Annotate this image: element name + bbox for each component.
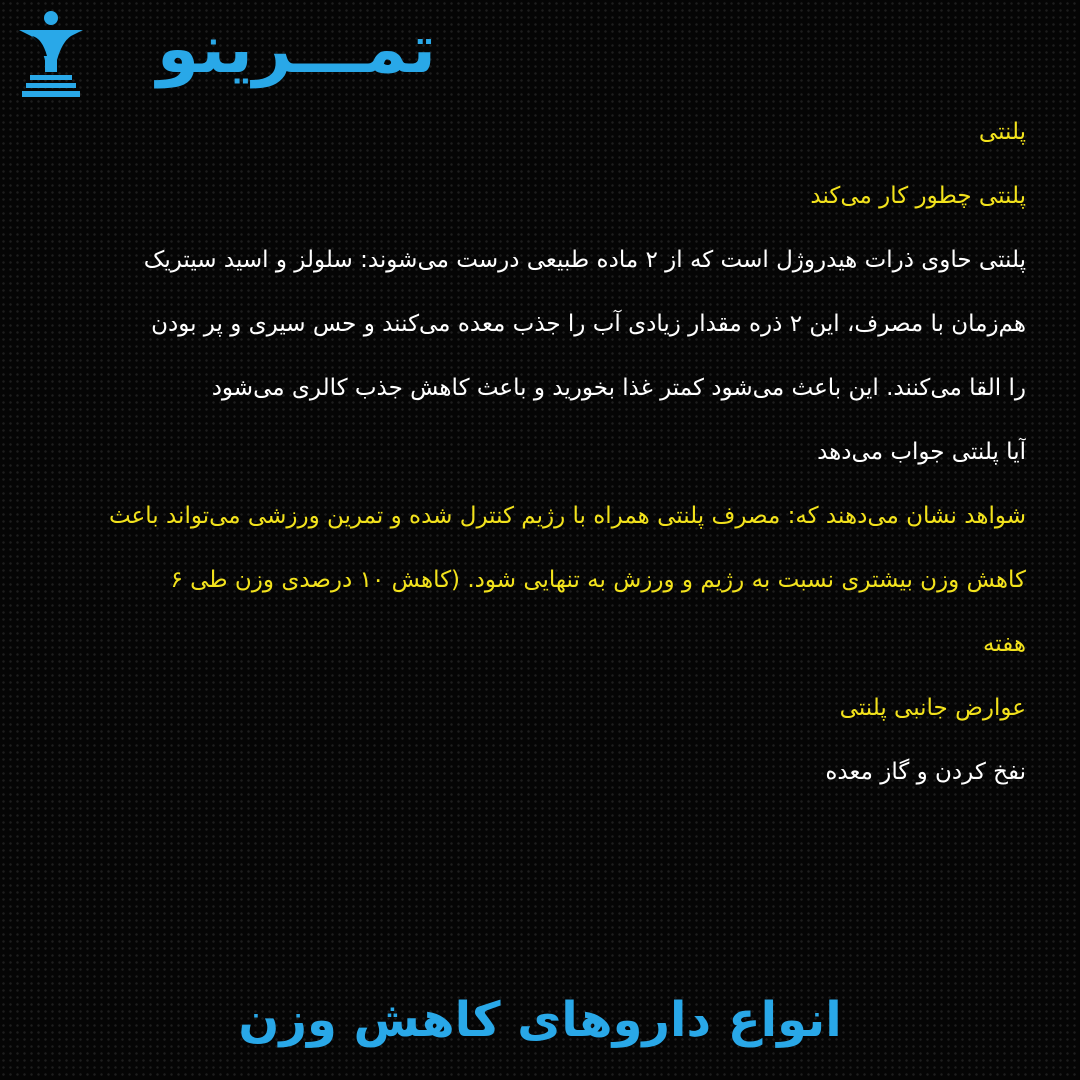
- article-line: پلنتی حاوی ذرات هیدروژل است که از ۲ ماده طبیعی درست می‌شوند: سلولز و اسید سیتریک: [143, 247, 1026, 273]
- article-line: آیا پلنتی جواب می‌دهد: [817, 439, 1026, 465]
- article-line: هم‌زمان با مصرف، این ۲ ذره مقدار زیادی آب را جذب معده می‌کنند و حس سیری و پر بودن: [151, 311, 1026, 337]
- article-line: نفخ کردن و گاز معده: [825, 759, 1026, 785]
- article-line: پلنتی: [978, 119, 1026, 145]
- article-line: را القا می‌کنند. این باعث می‌شود کمتر غذا بخورید و باعث کاهش جذب کالری می‌شود: [211, 375, 1026, 401]
- article-line: کاهش وزن بیشتری نسبت به رژیم و ورزش به تنهایی شود. (کاهش ۱۰ درصدی وزن طی ۶: [170, 567, 1026, 593]
- article-line: شواهد نشان می‌دهند که: مصرف پلنتی همراه با رژیم کنترل شده و تمرین ورزشی می‌تواند باعث: [108, 503, 1026, 529]
- footer-title: انواع داروهای کاهش وزن: [238, 992, 842, 1048]
- trophy-cup-icon: [16, 8, 86, 98]
- brand-logo: [16, 8, 436, 100]
- brand-name: تمـــرینو: [156, 10, 436, 89]
- article-line: هفته: [982, 631, 1026, 657]
- article-body: [56, 100, 1026, 804]
- article-line: پلنتی چطور کار می‌کند: [810, 183, 1026, 209]
- article-line: عوارض جانبی پلنتی: [839, 695, 1026, 721]
